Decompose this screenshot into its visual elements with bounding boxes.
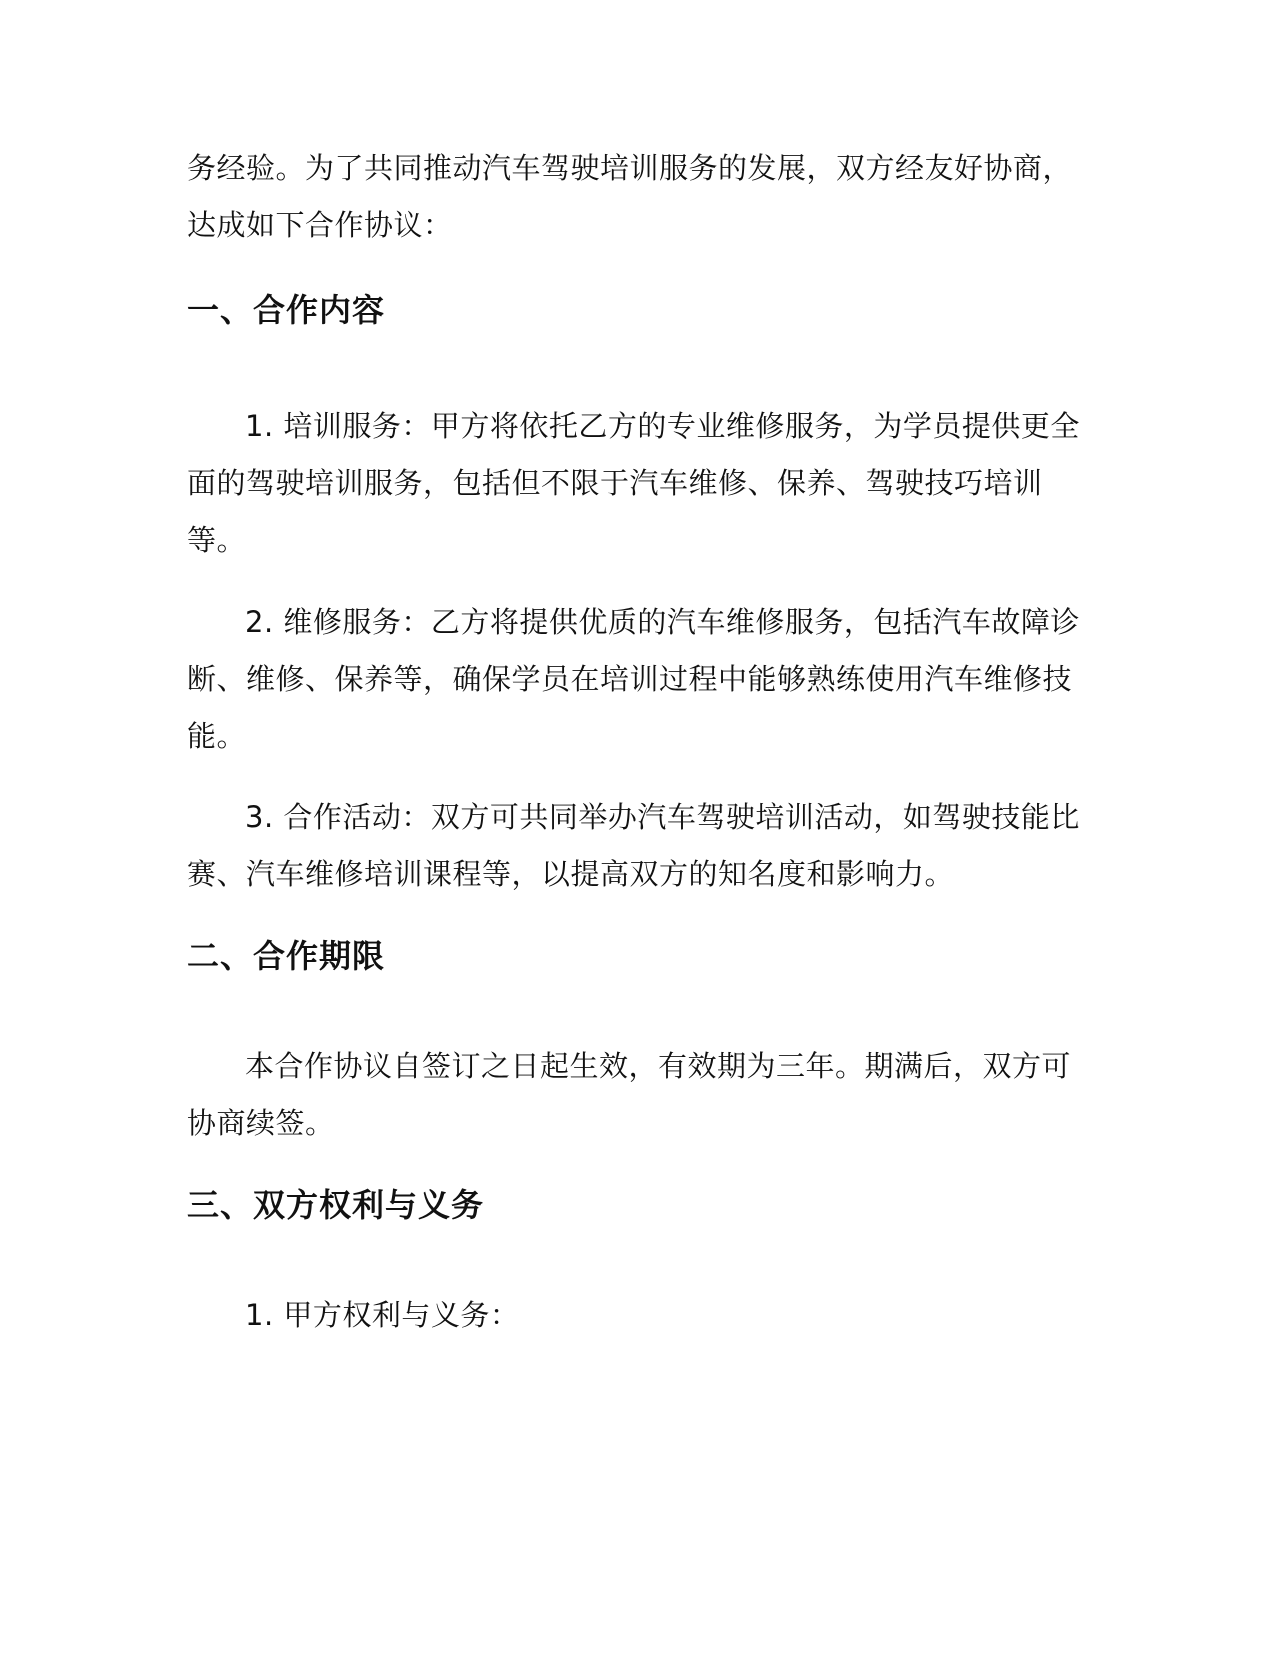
item-2-line-1: 2. 维修服务：乙方将提供优质的汽车维修服务，包括汽车故障诊 (245, 605, 1080, 639)
section-1-heading: 一、合作内容 (187, 291, 386, 329)
item-1-line-1: 1. 培训服务：甲方将依托乙方的专业维修服务，为学员提供更全 (245, 409, 1080, 443)
section-3-item-1 (187, 1287, 1087, 1344)
section-1-item-3 (187, 789, 1087, 903)
section-1-item-1 (187, 398, 1087, 569)
section-2-line-1: 本合作协议自签订之日起生效，有效期为三年。期满后，双方可 (245, 1049, 1072, 1083)
section-1-item-2 (187, 594, 1087, 765)
section-2-heading: 二、合作期限 (187, 937, 386, 975)
section-3-item-1-line-1: 1. 甲方权利与义务： (245, 1298, 520, 1332)
item-2-line-3: 能。 (187, 719, 247, 753)
item-2-line-2: 断、维修、保养等，确保学员在培训过程中能够熟练使用汽车维修技 (187, 662, 1073, 696)
item-3-line-1: 3. 合作活动：双方可共同举办汽车驾驶培训活动，如驾驶技能比 (245, 800, 1080, 834)
intro-paragraph (187, 140, 1087, 254)
item-1-line-3: 等。 (187, 523, 247, 557)
item-3-line-2: 赛、汽车维修培训课程等，以提高双方的知名度和影响力。 (187, 857, 955, 891)
item-1-line-2: 面的驾驶培训服务，包括但不限于汽车维修、保养、驾驶技巧培训 (187, 466, 1043, 500)
section-2-line-2: 协商续签。 (187, 1106, 335, 1140)
section-3-heading: 三、双方权利与义务 (187, 1186, 485, 1224)
intro-line-2: 达成如下合作协议： (187, 208, 453, 242)
section-2-paragraph (187, 1038, 1087, 1152)
intro-line-1: 务经验。为了共同推动汽车驾驶培训服务的发展，双方经友好协商， (187, 151, 1073, 185)
